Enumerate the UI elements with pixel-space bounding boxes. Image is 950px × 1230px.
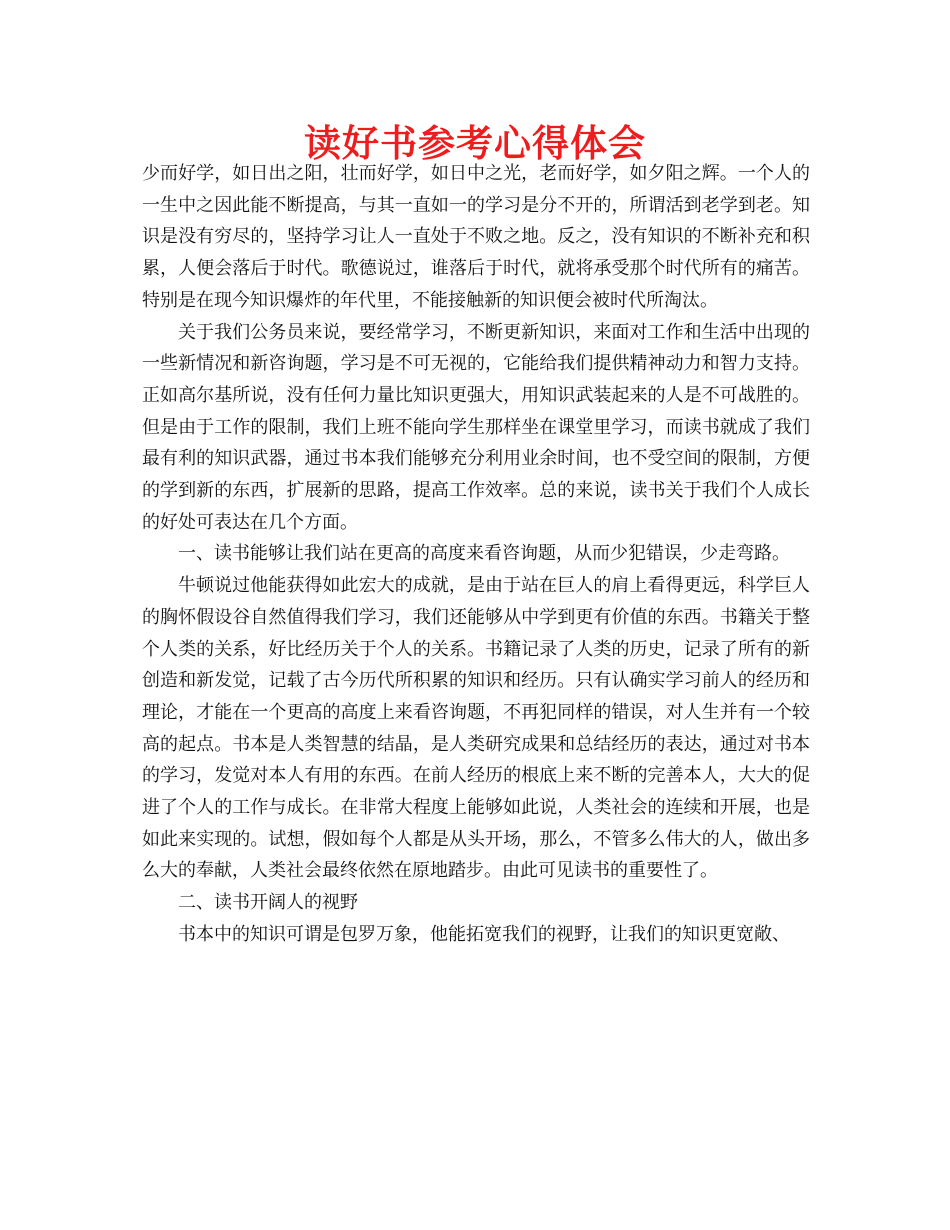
document-title: 读好书参考心得体会 <box>304 122 646 165</box>
section-heading: 一、读书能够让我们站在更高的高度来看咨询题，从而少犯错误，少走弯路。 <box>178 543 790 565</box>
paragraph: 书本中的知识可谓是包罗万象，他能拓宽我们的视野，让我们的知识更宽敞、 <box>178 923 790 945</box>
paragraph: 少而好学，如日出之阳，壮而好学，如日中之光，老而好学，如夕阳之辉。一个人的一生中之因此能不断提高，与其一直如一的学习是分不开的，所谓活到老学到老。知识是没有穷尽的，坚持学习让人一直处于不败之地。反之，没有知识的不断补充和积累，人便会落后于时代。歌德说过，谁落后于时代，就将承受那个时代所有的痛苦。特别是在现今知识爆炸的年代里，不能接触新的知识便会被时代所淘汰。 <box>142 163 810 311</box>
paragraph: 关于我们公务员来说，要经常学习，不断更新知识，来面对工作和生活中出现的一些新情况和新咨询题，学习是不可无视的，它能给我们提供精神动力和智力支持。正如高尔基所说，没有任何力量比知识更强大，用知识武装起来的人是不可战胜的。但是由于工作的限制，我们上班不能向学生那样坐在课堂里学习，而读书就成了我们最有利的知识武器，通过书本我们能够充分利用业余时间，也不受空间的限制，方便的学到新的东西，扩展新的思路，提高工作效率。总的来说，读书关于我们个人成长的好处可表达在几个方面。 <box>142 321 810 533</box>
document-body <box>142 158 810 951</box>
paragraph: 牛顿说过他能获得如此宏大的成就，是由于站在巨人的肩上看得更远，科学巨人的胸怀假设谷自然值得我们学习，我们还能够从中学到更有价值的东西。书籍关于整个人类的关系，好比经历关于个人的关系。书籍记录了人类的历史，记录了所有的新创造和新发觉，记载了古今历代所积累的知识和经历。只有认确实学习前人的经历和理论，才能在一个更高的高度上来看咨询题，不再犯同样的错误，对人生并有一个较高的起点。书本是人类智慧的结晶，是人类研究成果和总结经历的表达，通过对书本的学习，发觉对本人有用的东西。在前人经历的根底上来不断的完善本人，大大的促进了个人的工作与成长。在非常大程度上能够如此说，人类社会的连续和开展，也是如此来实现的。试想，假如每个人都是从头开场，那么，不管多么伟大的人，做出多么大的奉献，人类社会最终依然在原地踏步。由此可见读书的重要性了。 <box>142 575 810 882</box>
section-heading: 二、读书开阔人的视野 <box>178 892 358 914</box>
